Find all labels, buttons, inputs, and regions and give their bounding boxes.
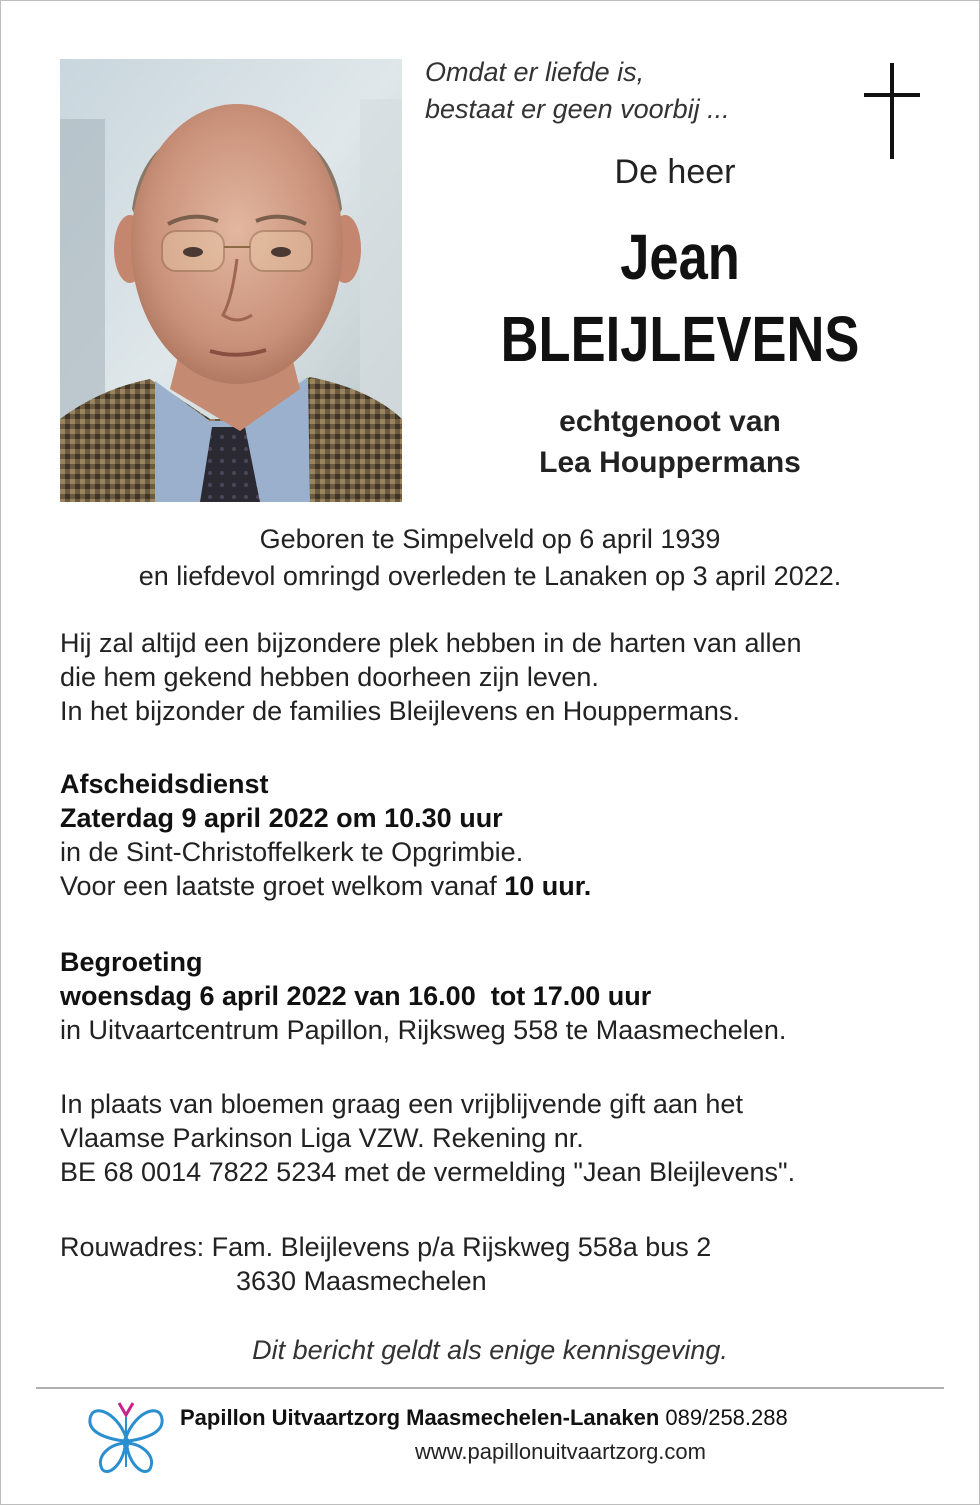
motto-line-2: bestaat er geen voorbij ... [425,94,730,124]
mourning-address [60,1230,940,1298]
donation-line-1: In plaats van bloemen graag een vrijblijvende gift aan het [60,1089,743,1119]
tribute-text [60,626,940,728]
first-name: Jean [620,221,740,293]
funeral-home-name: Papillon Uitvaartzorg Maasmechelen-Lanaken [180,1405,660,1430]
funeral-home-website[interactable]: www.papillonuitvaartzorg.com [414,1439,706,1464]
portrait-photo [60,59,402,502]
motto [425,54,730,128]
farewell-heading: Afscheidsdienst [60,769,269,799]
spouse-name: Lea Houppermans [539,446,801,479]
motto-line-1: Omdat er liefde is, [425,57,645,87]
farewell-datetime: Zaterdag 9 april 2022 om 10.30 uur [60,803,503,833]
visitation-location: in Uitvaartcentrum Papillon, Rijksweg 558 te Maasmechelen. [60,1015,787,1045]
tribute-line-1: Hij zal altijd een bijzondere plek hebben in de harten van allen [60,628,802,658]
address-line-2: 3630 Maasmechelen [236,1266,487,1296]
birth-death-info [60,521,920,595]
last-name: BLEIJLEVENS [500,303,860,375]
visitation-heading: Begroeting [60,947,203,977]
farewell-service [60,767,940,903]
donation-line-2: Vlaamse Parkinson Liga VZW. Rekening nr. [60,1123,584,1153]
spouse-line-1: echtgenoot van [559,405,781,438]
birth-line: Geboren te Simpelveld op 6 april 1939 [259,524,721,554]
closing-note: Dit bericht geldt als enige kennisgeving. [252,1335,728,1365]
honorific: De heer [614,153,736,191]
farewell-greeting: Voor een laatste groet welkom vanaf 10 uur. [60,871,592,901]
cross-icon [864,63,920,159]
address-line-1: Rouwadres: Fam. Bleijlevens p/a Rijskweg 558a bus 2 [60,1232,712,1262]
donation-line-3: BE 68 0014 7822 5234 met de vermelding "Jean Bleijlevens". [60,1157,796,1187]
spouse-info [470,401,870,483]
footer-divider [36,1387,944,1389]
visitation-datetime: woensdag 6 april 2022 van 16.00 tot 17.00 uur [60,981,652,1011]
death-line: en liefdevol omringd overleden te Lanaken op 3 april 2022. [138,561,842,591]
visitation [60,945,940,1047]
farewell-location: in de Sint-Christoffelkerk te Opgrimbie. [60,837,524,867]
butterfly-logo-icon [86,1397,166,1479]
tribute-line-2: die hem gekend hebben doorheen zijn leven. [60,662,599,692]
donation-info [60,1087,940,1189]
funeral-home-phone: 089/258.288 [665,1405,788,1430]
tribute-line-3: In het bijzonder de families Bleijlevens en Houppermans. [60,696,740,726]
funeral-home-info [180,1405,788,1431]
